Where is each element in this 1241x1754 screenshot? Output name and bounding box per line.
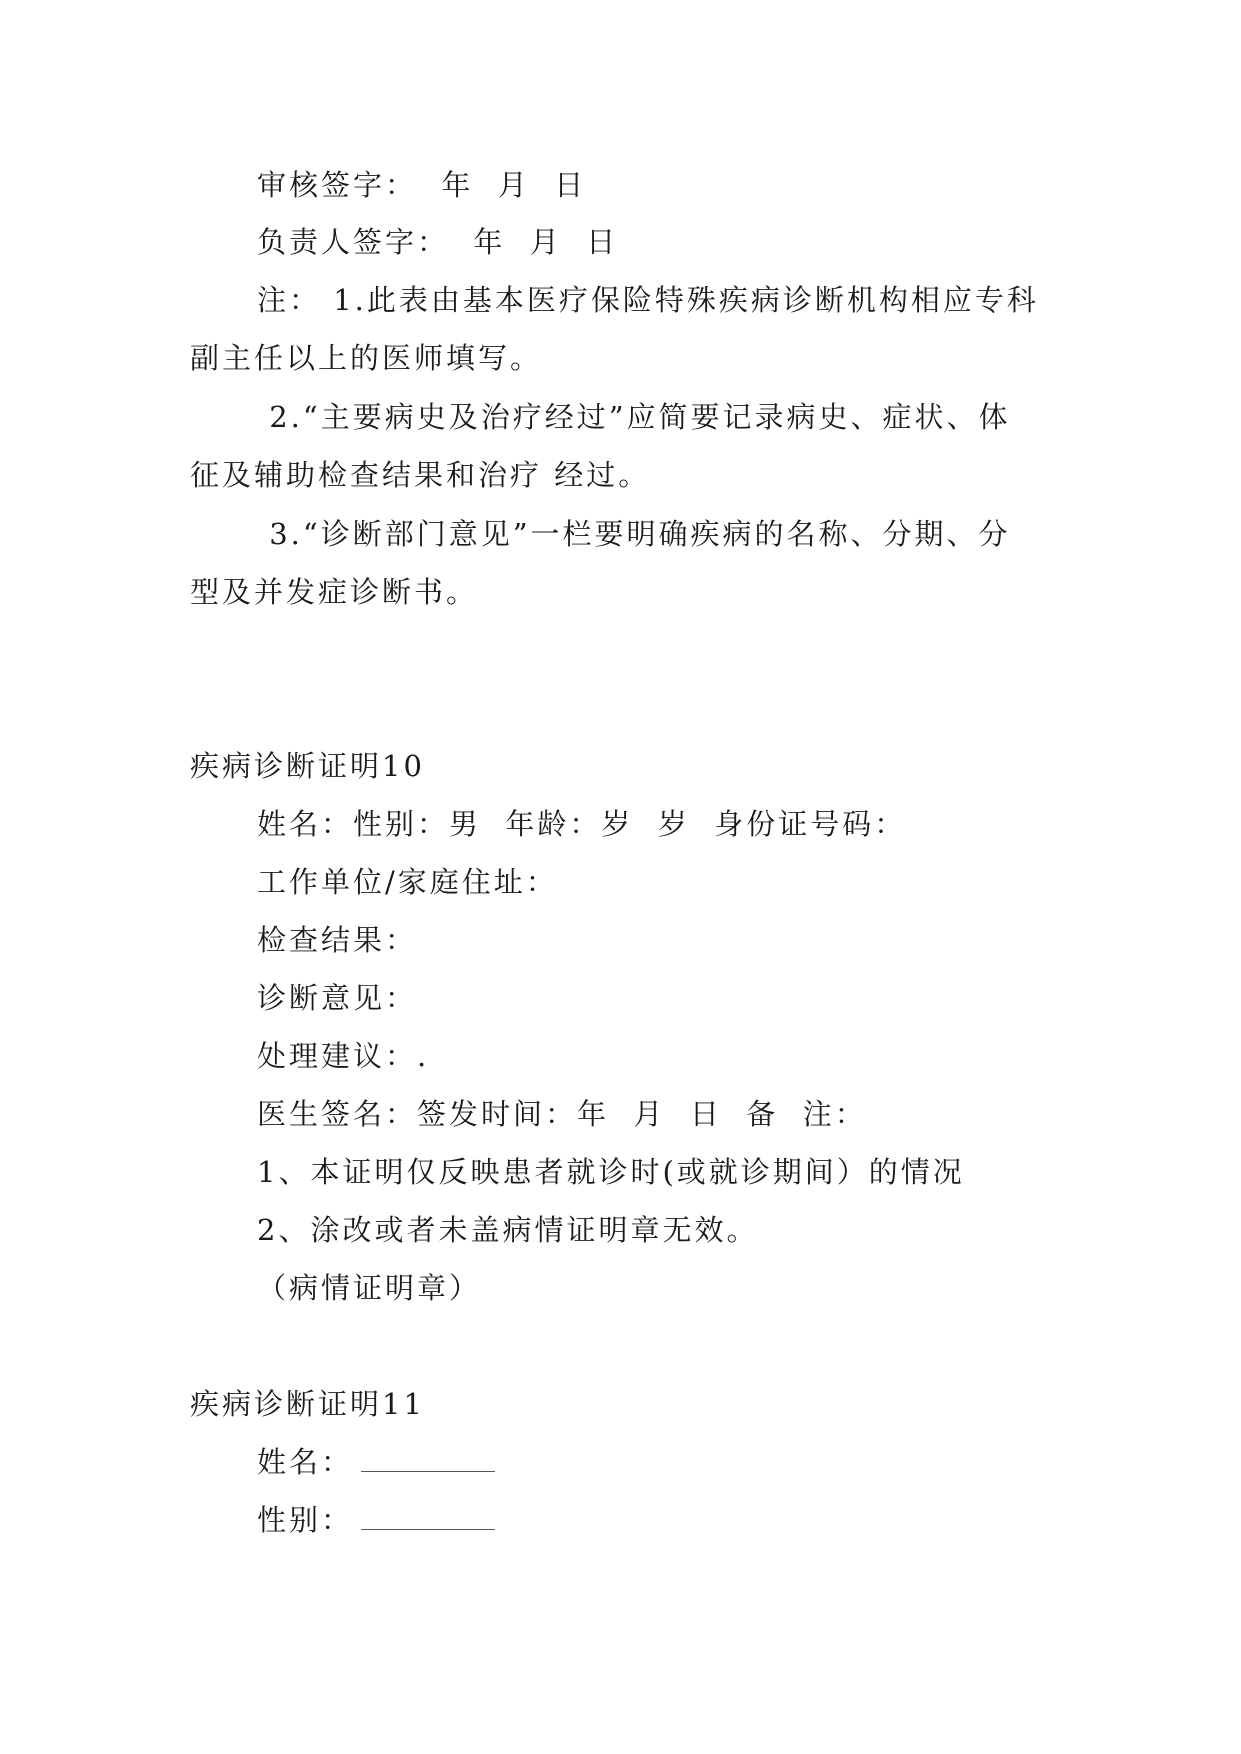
cert10-diagnosis: 诊断意见：: [257, 981, 418, 1015]
cert10-name-line: 姓名：性别：男 年龄：岁 岁 身份证号码：: [257, 807, 907, 841]
cert11-title: 疾病诊断证明11: [190, 1387, 425, 1421]
cert10-remark-2: 2、涂改或者未盖病情证明章无效。: [257, 1213, 759, 1247]
responsible-signature-line: 负责人签字： 年 月 日: [257, 225, 619, 259]
note-1-line-2: 副主任以上的医师填写。: [190, 341, 543, 375]
cert11-name-row: [257, 1442, 495, 1482]
cert11-name-label: 姓名：: [257, 1445, 354, 1479]
cert10-exam-result: 检查结果：: [257, 923, 418, 957]
cert10-title: 疾病诊断证明10: [190, 749, 425, 783]
cert10-remark-1: 1、本证明仅反映患者就诊时(或就诊期间）的情况: [257, 1155, 965, 1189]
note-1-line-1: 注： 1.此表由基本医疗保险特殊疾病诊断机构相应专科: [257, 283, 1039, 317]
note-3-line-1: 3.“诊断部门意见”一栏要明确疾病的名称、分期、分: [257, 517, 1011, 551]
note-3-line-2: 型及并发症诊断书。: [190, 575, 479, 609]
cert10-doctor-line: 医生签名：签发时间：年 月 日 备 注：: [257, 1097, 867, 1131]
cert10-stamp: （病情证明章）: [257, 1271, 482, 1305]
cert10-workplace: 工作单位/家庭住址：: [257, 865, 558, 899]
cert11-gender-label: 性别：: [257, 1503, 354, 1537]
cert11-name-blank[interactable]: [361, 1449, 495, 1472]
cert10-advice: 处理建议：.: [257, 1039, 430, 1073]
cert11-gender-row: [257, 1500, 495, 1540]
note-2-line-1: 2.“主要病史及治疗经过”应简要记录病史、症状、体: [257, 400, 1011, 434]
cert11-gender-blank[interactable]: [361, 1507, 495, 1530]
note-2-line-2: 征及辅助检查结果和治疗 经过。: [190, 458, 651, 492]
review-signature-line: 审核签字： 年 月 日: [257, 168, 587, 202]
